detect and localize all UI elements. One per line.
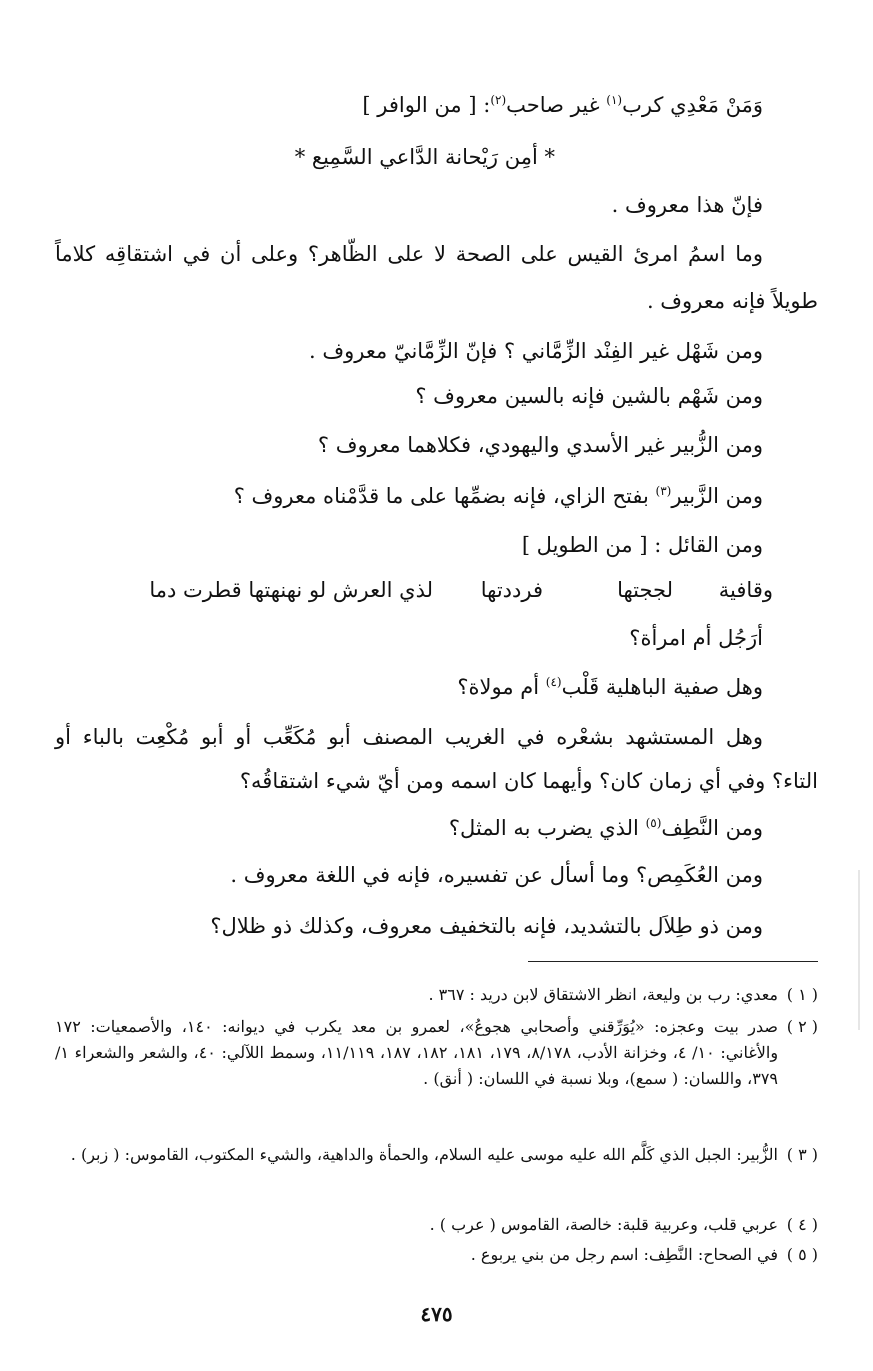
- text-line: ومن العُكَمِص؟ وما أسأل عن تفسيره، فإنه في اللغة معروف .: [230, 863, 763, 887]
- text-line: وَمَنْ مَعْدِي كرب$^{(١)}$ غير صاحب$^{(٢)}$: [ من الوافر ]: [362, 93, 763, 117]
- text-line: ومن القائل : [ من الطويل ]: [521, 533, 763, 557]
- footnote-number: ( ٣ ): [786, 1145, 818, 1164]
- verse-line: * أمِن رَيْحانة الدَّاعي السَّمِيع *: [294, 145, 555, 169]
- verse-second-hemistich: لذي العرش لو نهنهتها قطرت دما: [149, 578, 433, 602]
- text-line: أرَجُل أم امرأة؟: [629, 626, 763, 650]
- footnote-text: الزُّبير: الجبل الذي كَلَّم الله عليه موسى عليه السلام، والحمأة والداهية، والشيء المكتوب، القاموس: ( زبر) .: [70, 1145, 778, 1164]
- text-line: وهل صفية الباهلية قَلْب$^{(٤)}$ أم مولاة؟: [457, 675, 763, 699]
- text-line: ومن شَهْم بالشين فإنه بالسين معروف ؟: [415, 384, 763, 408]
- verse-first-hemistich-b: لججتها: [617, 578, 673, 602]
- verse-first-hemistich-c: فرددتها: [480, 578, 543, 602]
- text-line: ومن شَهْل غير الفِنْد الزِّمَّاني ؟ فإنّ الزِّمَّانيّ معروف .: [309, 339, 763, 363]
- text-line: وهل المستشهد بشعْره في الغريب المصنف أبو مُكَعِّب أو أبو مُكْعِت بالباء أو: [55, 725, 763, 749]
- star-icon: *: [544, 145, 555, 169]
- text-line: التاء؟ وفي أي زمان كان؟ وأيهما كان اسمه ومن أيّ شيء اشتقاقُه؟: [239, 769, 818, 793]
- footnote-number: ( ٢ ): [786, 1017, 818, 1036]
- footnote-ref[interactable]: (٤): [545, 675, 562, 689]
- footnote-number: ( ١ ): [786, 985, 818, 1004]
- text-line: ومن الزَّبير$^{(٣)}$ بفتح الزاي، فإنه بضمِّها على ما قدَّمْناه معروف ؟: [233, 484, 763, 508]
- page-number: ٤٧٥: [420, 1302, 453, 1326]
- footnote-ref[interactable]: (٢): [490, 93, 507, 107]
- verse-first-hemistich-a: وقافية: [718, 578, 773, 602]
- text-line: ومن النَّطِف$^{(٥)}$ الذي يضرب به المثل؟: [448, 816, 763, 840]
- star-icon: *: [294, 145, 306, 169]
- text-line: ومن ذو طِلاَل بالتشديد، فإنه بالتخفيف معروف، وكذلك ذو ظلال؟: [210, 914, 763, 938]
- footnote-text: معدي: رب بن وليعة، انظر الاشتقاق لابن دريد : ٣٦٧ .: [428, 985, 778, 1004]
- footnote-text: في الصحاح: النَّطِف: اسم رجل من بني يربوع .: [470, 1245, 778, 1264]
- footnote-divider: [528, 961, 818, 962]
- footnote-ref[interactable]: (٣): [655, 484, 672, 498]
- footnote-number: ( ٥ ): [786, 1245, 818, 1264]
- text-line: فإنّ هذا معروف .: [611, 193, 763, 217]
- footnote-text: عربي قلب، وعربية قلبة: خالصة، القاموس ( عرب ) .: [429, 1215, 778, 1234]
- text-line: طويلاً فإنه معروف .: [646, 289, 818, 313]
- text-line: وما اسمُ امرئ القيس على الصحة لا على الظّاهر؟ وعلى أن في اشتقاقِه كلاماً: [55, 242, 763, 266]
- footnote-ref[interactable]: (٥): [645, 816, 662, 830]
- footnote-text: صدر بيت وعجزه: «يُوَرِّقني وأصحابي هجوعُ»، لعمرو بن معد يكرب في ديوانه: ١٤٠، والأصمعيات: ١٧٢ والأغاني: ١٠/ ٤، وخزانة الأدب، ٨/١٧٨، ١٧٩، ١٨١، ١٨٢، ١٨٧، ١١/١١٩، وسمط اللآلي: ٤٠، والشعر والشعراء ١/ ٣٧٩، واللسان: ( سمع)، وبلا نسبة في اللسان: ( أنق) .: [55, 1017, 779, 1088]
- text-line: ومن الزُّبير غير الأسدي واليهودي، فكلاهما معروف ؟: [317, 433, 763, 457]
- footnote-number: ( ٤ ): [786, 1215, 818, 1234]
- scan-edge: [858, 870, 860, 1030]
- footnote-ref[interactable]: (١): [606, 93, 623, 107]
